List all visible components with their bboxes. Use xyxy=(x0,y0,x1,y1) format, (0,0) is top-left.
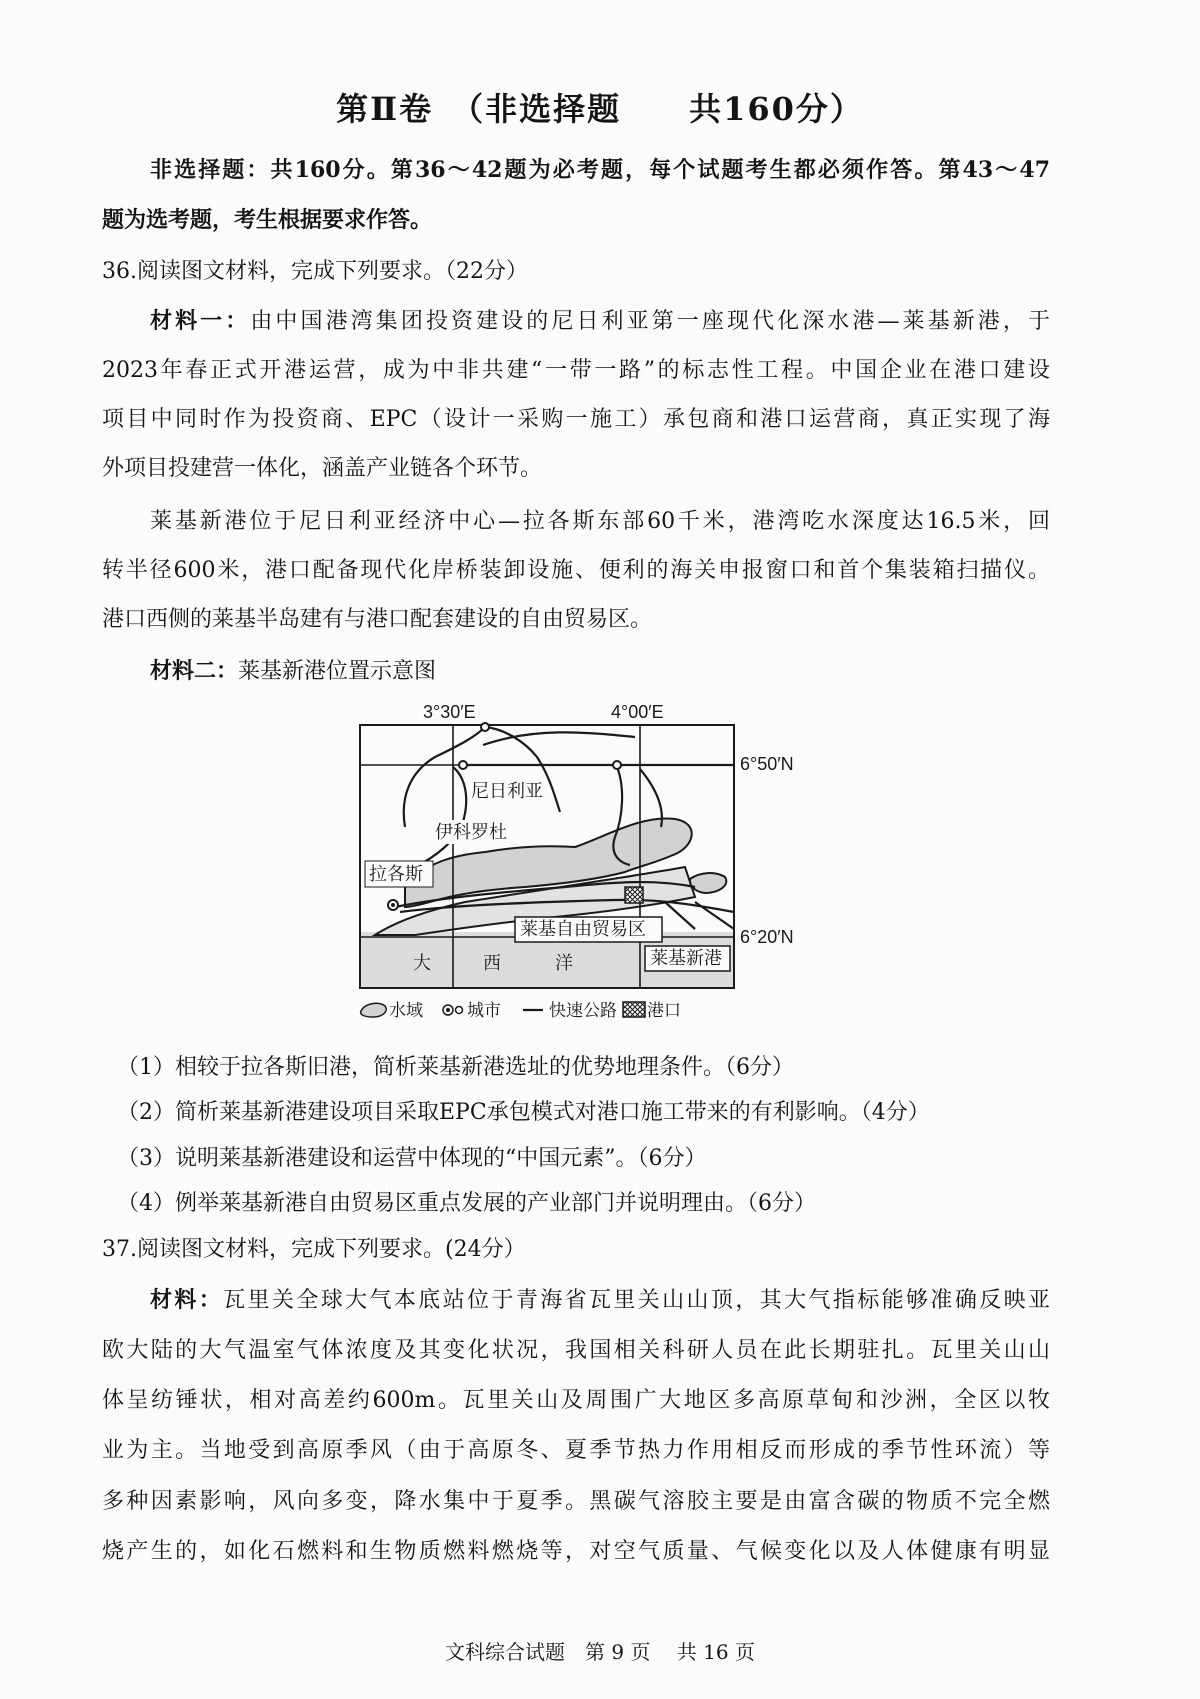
map-lon-label-2: 4°00′E xyxy=(611,702,664,722)
port-symbol xyxy=(625,887,643,903)
q37-material-line-5: 多种因素影响，风向多变，降水集中于夏季。黑碳气溶胶主要是由富含碳的物质不完全燃 xyxy=(102,1489,1050,1514)
q37-material-text-1: 瓦里关全球大气本底站位于青海省瓦里关山山顶，其大气指标能够准确反映亚 xyxy=(223,1288,1050,1313)
label-ocean-1: 大 xyxy=(413,953,431,973)
label-ikorodu: 伊科罗杜 xyxy=(435,822,507,842)
q36-material1-line-2: 2023年春正式开港运营，成为中非共建“一带一路”的标志性工程。中国企业在港口建设 xyxy=(102,358,1050,383)
q36-material2-line xyxy=(150,656,436,687)
legend-city-icon-2 xyxy=(456,1007,463,1014)
q37-material-line-6: 烧产生的，如化石燃料和生物质燃料燃烧等，对空气质量、气候变化以及人体健康有明显 xyxy=(102,1539,1050,1564)
city-east xyxy=(613,761,621,769)
intro-line-1: 非选择题：共160分。第36～42题为必考题，每个试题考生都必须作答。第43～47 xyxy=(150,157,1050,183)
highway-ikorodu xyxy=(415,767,466,867)
q36-material1-text-1: 由中国港湾集团投资建设的尼日利亚第一座现代化深水港—莱基新港，于 xyxy=(250,309,1050,334)
q36-material2-label: 材料二： xyxy=(150,658,239,684)
q36-para2-line-1: 莱基新港位于尼日利亚经济中心—拉各斯东部60千米，港湾吃水深度达16.5米，回 xyxy=(150,509,1050,534)
q37-material-label: 材料： xyxy=(150,1287,224,1313)
highway-port-east xyxy=(695,902,734,929)
q36-question-1: （1）相较于拉各斯旧港，简析莱基新港选址的优势地理条件。（6分） xyxy=(117,1055,794,1080)
legend-highway: 快速公路 xyxy=(549,1001,617,1020)
intro-line-2: 题为选考题，考生根据要求作答。 xyxy=(102,207,433,233)
small-lake xyxy=(690,873,726,893)
q36-para2-line-3: 港口西侧的莱基半岛建有与港口配套建设的自由贸易区。 xyxy=(102,607,653,632)
map-lat-label-1: 6°50′N xyxy=(740,754,794,774)
map-lon-label-1: 3°30′E xyxy=(423,702,476,722)
legend-water-icon xyxy=(361,1003,387,1017)
q36-material1-label: 材料一： xyxy=(150,308,251,334)
section-title: 第Ⅱ卷 （非选择题 共160分） xyxy=(336,90,864,128)
label-lagos: 拉各斯 xyxy=(369,864,423,884)
q37-header: 37.阅读图文材料，完成下列要求。(24分） xyxy=(102,1237,526,1262)
label-ftz: 莱基自由贸易区 xyxy=(520,919,646,939)
label-nigeria: 尼日利亚 xyxy=(471,781,543,801)
q37-material-line-3: 体呈纺锤状，相对高差约600m。瓦里关山及周围广大地区多高原草甸和沙洲，全区以牧 xyxy=(102,1388,1050,1413)
q36-material1-line-4: 外项目投建营一体化，涵盖产业链各个环节。 xyxy=(102,456,543,481)
highway-north-east xyxy=(483,732,635,745)
legend-city: 城市 xyxy=(467,1001,501,1020)
q36-material1-line-3: 项目中同时作为投资商、EPC（设计一采购一施工）承包商和港口运营商，真正实现了海 xyxy=(102,407,1050,432)
q36-material1-line-1 xyxy=(150,306,1050,337)
q37-material-line-4: 业为主。当地受到高原季风（由于高原冬、夏季节热力作用相反而形成的季节性环流）等 xyxy=(102,1438,1050,1463)
map-lat-label-2: 6°20′N xyxy=(740,927,794,947)
page-footer: 文科综合试题 第 9 页 共 16 页 xyxy=(445,1640,755,1664)
city-lagos-inner xyxy=(391,903,395,907)
q36-question-4: （4）例举莱基新港自由贸易区重点发展的产业部门并说明理由。（6分） xyxy=(117,1191,816,1216)
label-ocean-2: 西 xyxy=(483,953,501,973)
legend-port-icon xyxy=(623,1002,645,1017)
legend-city-icon-dot xyxy=(446,1008,450,1012)
q37-material-line-1 xyxy=(150,1285,1050,1316)
city-west xyxy=(459,761,467,769)
lekki-port-location-map xyxy=(355,697,835,1023)
legend-port: 港口 xyxy=(647,1001,681,1020)
q36-material2-text: 莱基新港位置示意图 xyxy=(238,659,437,684)
legend-water: 水域 xyxy=(389,1001,423,1020)
city-north xyxy=(481,723,489,731)
highway-port-link xyxy=(665,902,695,929)
q36-question-2: （2）简析莱基新港建设项目采取EPC承包模式对港口施工带来的有利影响。（4分） xyxy=(117,1100,930,1125)
q37-material-line-2: 欧大陆的大气温室气体浓度及其变化状况，我国相关科研人员在此长期驻扎。瓦里关山山 xyxy=(102,1338,1050,1363)
q36-para2-line-2: 转半径600米，港口配备现代化岸桥装卸设施、便利的海关申报窗口和首个集装箱扫描仪。 xyxy=(102,558,1050,583)
label-port: 莱基新港 xyxy=(650,948,722,968)
highway-north-west xyxy=(404,727,485,827)
label-ocean-3: 洋 xyxy=(555,953,573,973)
q36-question-3: （3）说明莱基新港建设和运营中体现的“中国元素”。（6分） xyxy=(117,1146,707,1171)
q36-header: 36.阅读图文材料，完成下列要求。（22分） xyxy=(102,259,528,284)
